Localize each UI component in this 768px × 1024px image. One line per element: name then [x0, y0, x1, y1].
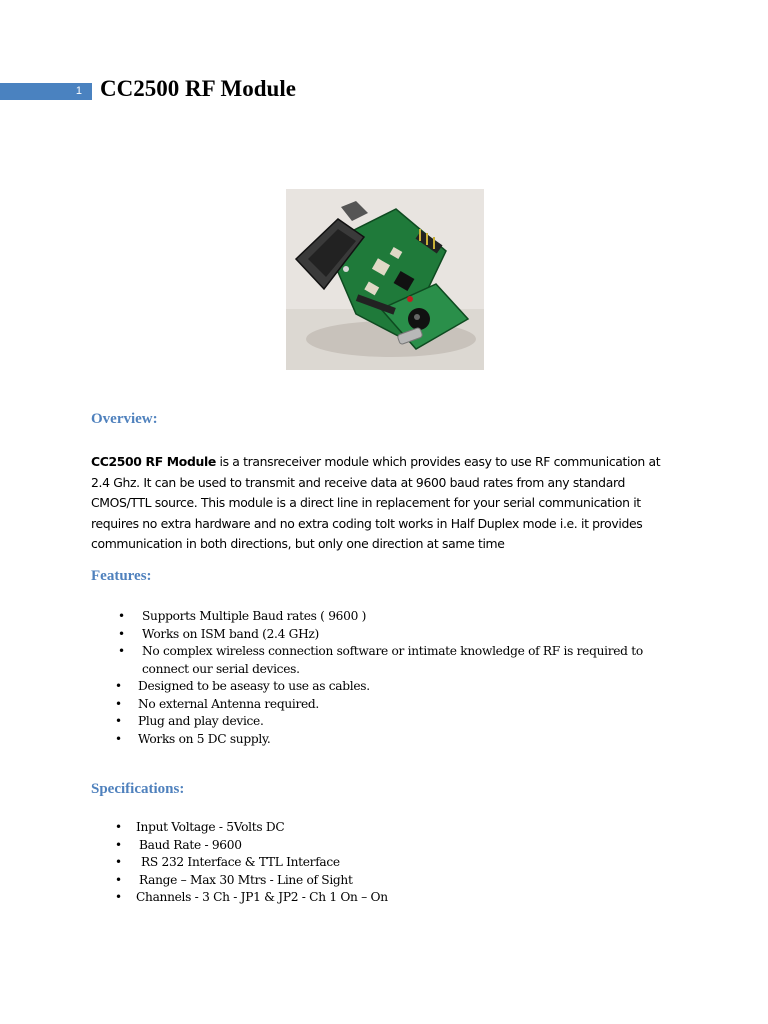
module-photo: [286, 189, 484, 370]
feature-text: Works on ISM band (2.4 GHz): [142, 626, 319, 641]
list-item: • Channels - 3 Ch - JP1 & JP2 - Ch 1 On – On: [115, 890, 388, 904]
spec-text: Baud Rate - 9600: [139, 837, 242, 852]
overview-heading: Overview:: [91, 411, 158, 427]
list-item: • Designed to be aseasy to use as cables.: [115, 679, 370, 693]
list-item: • Baud Rate - 9600: [115, 837, 242, 852]
list-item: • Range – Max 30 Mtrs - Line of Sight: [115, 872, 353, 887]
spec-text: RS 232 Interface & TTL Interface: [141, 855, 340, 869]
feature-text: Plug and play device.: [138, 714, 264, 728]
list-item: • Works on ISM band (2.4 GHz): [118, 626, 319, 641]
feature-text: No external Antenna required.: [138, 696, 319, 711]
list-item: • Supports Multiple Baud rates ( 9600 ): [118, 609, 367, 623]
features-list: [115, 608, 678, 748]
spec-text: Channels - 3 Ch - JP1 & JP2 - Ch 1 On – On: [136, 890, 388, 904]
specifications-heading: Specifications:: [91, 781, 185, 797]
list-item: • Input Voltage - 5Volts DC: [115, 820, 285, 834]
list-item: • Works on 5 DC supply.: [115, 731, 271, 746]
feature-text: No complex wireless connection software or intimate knowledge of RF is required to connect our serial devices.: [142, 644, 643, 676]
list-item: • RS 232 Interface & TTL Interface: [115, 855, 340, 869]
specifications-list: [115, 819, 675, 907]
overview-product-name: CC2500 RF Module: [91, 454, 216, 469]
spec-text: Range – Max 30 Mtrs - Line of Sight: [139, 872, 353, 887]
list-item: • No external Antenna required.: [115, 696, 319, 711]
feature-text: Works on 5 DC supply.: [138, 731, 271, 746]
page-title: CC2500 RF Module: [100, 76, 296, 101]
list-item: • Plug and play device.: [115, 714, 264, 728]
features-heading: Features:: [91, 568, 152, 584]
feature-text: Designed to be aseasy to use as cables.: [138, 679, 370, 693]
section-number: 1: [0, 83, 92, 100]
feature-text: Supports Multiple Baud rates ( 9600 ): [142, 609, 367, 623]
list-item: • No complex wireless connection software or intimate knowledge of RF is required to connect our serial devices.: [118, 644, 643, 676]
spec-text: Input Voltage - 5Volts DC: [136, 820, 285, 834]
overview-paragraph: [91, 452, 681, 555]
overview-text: is a transreceiver module which provides easy to use RF communication at 2.4 Ghz. It can be used to transmit and receive data at 9600 baud rates from any standard CMOS/TTL source. This module is a direct line in replacement for your serial communication it requires no extra hardware and no extra coding toIt works in Half Duplex mode i.e. it provides communication in both directions, but only one direction at same time: [91, 454, 661, 552]
